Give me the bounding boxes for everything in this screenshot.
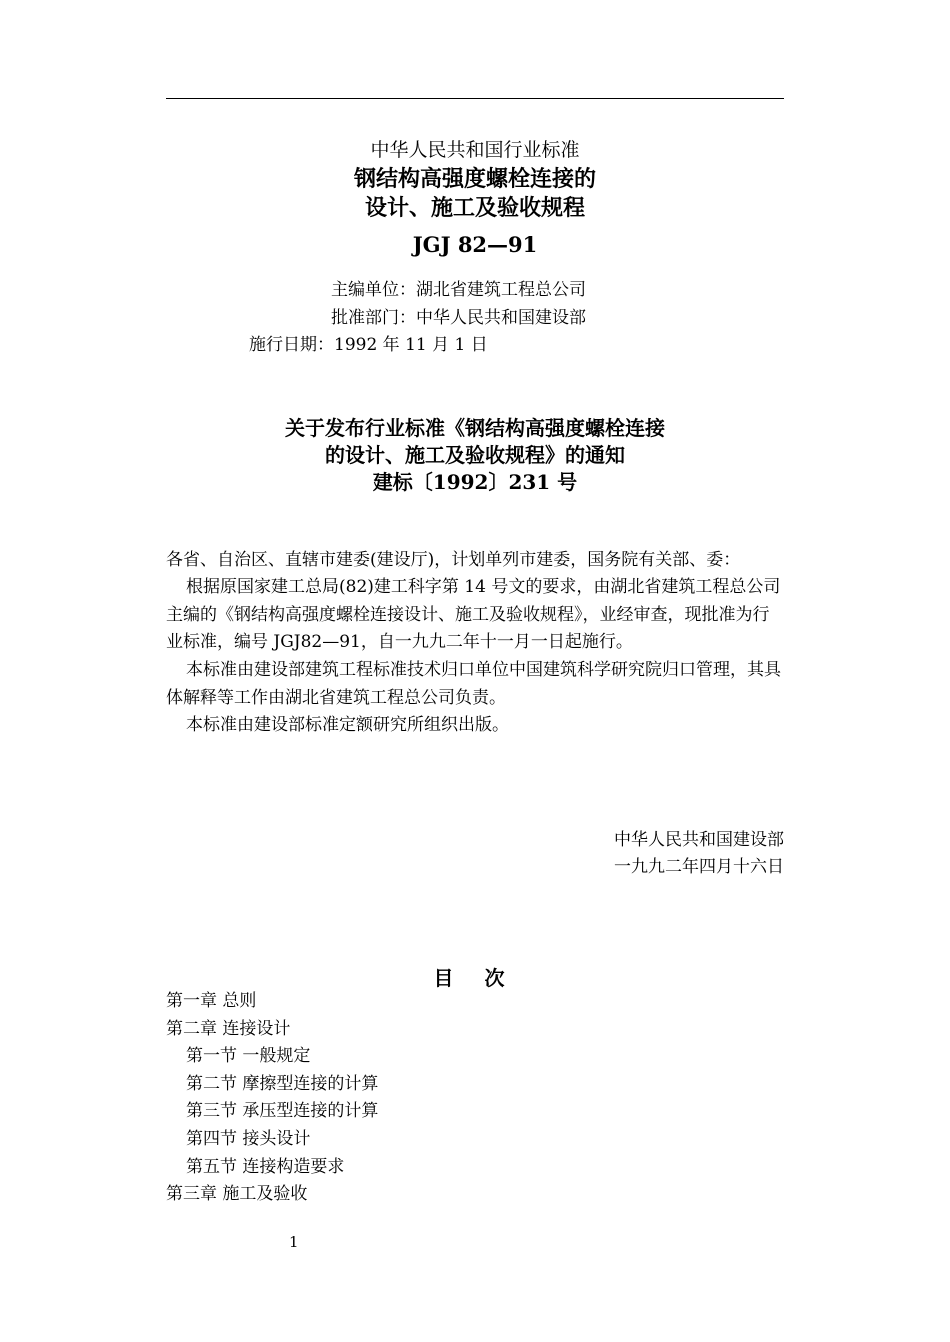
signature-organization: 中华人民共和国建设部 <box>614 830 784 850</box>
document-title-line2: 设计、施工及验收规程 <box>364 195 585 221</box>
header-rule <box>166 98 784 99</box>
toc-chapter-3[interactable]: 第三章 施工及验收 <box>166 1184 308 1205</box>
table-of-contents <box>166 988 378 1209</box>
document-title-line1: 钢结构高强度螺栓连接的 <box>353 166 596 192</box>
toc-section-2-5[interactable]: 第五节 连接构造要求 <box>186 1156 345 1177</box>
notice-paragraph-1: 根据原国家建工总局(82)建工科字第 14 号文的要求，由湖北省建筑工程总公司主编的《钢结构高强度螺栓连接设计、施工及验收规程》，业经审查，现批准为行业标准，编号 JGJ82—91，自一九九二年十一月一日起施行。 <box>166 577 781 653</box>
toc-chapter-1[interactable]: 第一章 总则 <box>166 991 257 1011</box>
effective-date: 施行日期：1992 年 11 月 1 日 <box>249 335 488 355</box>
approving-department: 批准部门：中华人民共和国建设部 <box>331 308 586 328</box>
notice-salutation: 各省、自治区、直辖市建委(建设厅)，计划单列市建委，国务院有关部、委： <box>166 550 741 570</box>
toc-title: 目 次 <box>433 966 517 990</box>
page-number: 1 <box>289 1233 299 1251</box>
standard-code: JGJ 82—91 <box>412 232 538 257</box>
notice-title-line1: 关于发布行业标准《钢结构高强度螺栓连接 <box>285 416 665 440</box>
toc-section-2-2[interactable]: 第二节 摩擦型连接的计算 <box>186 1073 379 1094</box>
notice-paragraph-3: 本标准由建设部标准定额研究所组织出版。 <box>186 715 509 735</box>
notice-doc-number: 建标〔1992〕231 号 <box>372 470 578 494</box>
signature-date: 一九九二年四月十六日 <box>614 857 784 877</box>
toc-section-2-4[interactable]: 第四节 接头设计 <box>186 1128 311 1149</box>
toc-section-2-3[interactable]: 第三节 承压型连接的计算 <box>186 1101 379 1122</box>
notice-title-line2: 的设计、施工及验收规程》的通知 <box>325 443 625 467</box>
chief-editor-unit: 主编单位：湖北省建筑工程总公司 <box>331 280 586 300</box>
toc-section-2-1[interactable]: 第一节 一般规定 <box>186 1046 311 1067</box>
notice-paragraph-2: 本标准由建设部建筑工程标准技术归口单位中国建筑科学研究院归口管理，其具体解释等工作由湖北省建筑工程总公司负责。 <box>166 660 781 708</box>
toc-chapter-2[interactable]: 第二章 连接设计 <box>166 1018 291 1039</box>
standard-type: 中华人民共和国行业标准 <box>370 139 580 161</box>
